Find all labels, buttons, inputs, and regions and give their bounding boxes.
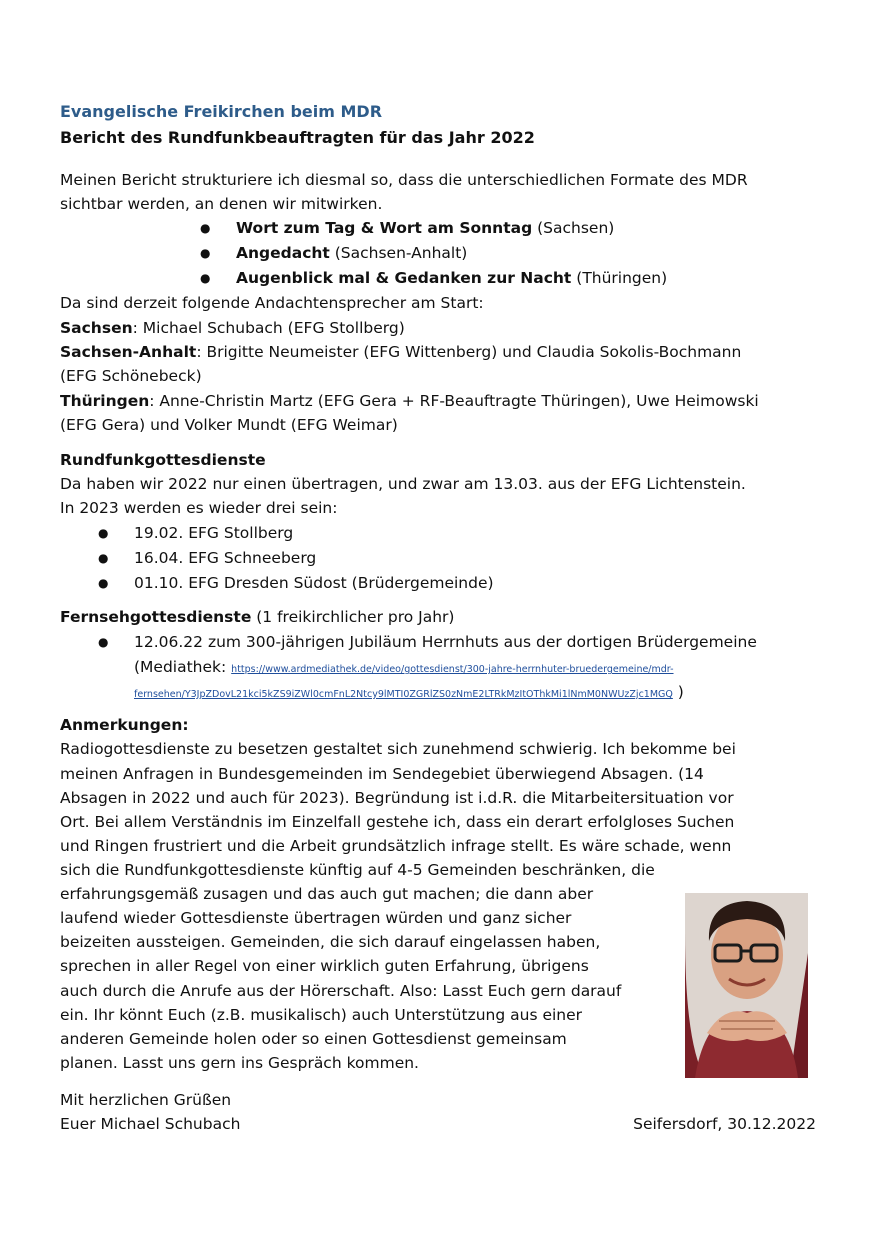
mediathek-link[interactable]: https://www.ardmediathek.de/video/gottesdienst/300-jahre-herrnhuter-bruedergemeine/mdr- [231, 664, 674, 675]
closing-place-date: Seifersdorf, 30.12.2022 [633, 1115, 816, 1133]
bullet-icon: ● [200, 271, 211, 285]
author-portrait-photo [685, 893, 808, 1078]
speakers-thueringen: Thüringen: Anne-Christin Martz (EFG Gera + RF-Beauftragte Thüringen), Uwe Heimowski [60, 392, 759, 410]
remarks-line: sprechen in aller Regel von einer wirklich guten Erfahrung, übrigens [60, 957, 589, 975]
speakers-intro: Da sind derzeit folgende Andachtensprecher am Start: [60, 294, 484, 312]
remarks-line: planen. Lasst uns gern ins Gespräch kommen. [60, 1054, 419, 1072]
remarks-line: sich die Rundfunkgottesdienste künftig auf 4-5 Gemeinden beschränken, die [60, 861, 655, 879]
format-item: Augenblick mal & Gedanken zur Nacht (Thüringen) [236, 269, 668, 287]
document-title: Evangelische Freikirchen beim MDR [60, 102, 383, 121]
intro-line: sichtbar werden, an denen wir mitwirken. [60, 195, 383, 213]
remarks-line: Ort. Bei allem Verständnis im Einzelfall gestehe ich, dass ein derart erfolgloses Suchen [60, 813, 735, 831]
remarks-line: und Ringen frustriert und die Arbeit grundsätzlich infrage stellt. Es wäre schade, wenn [60, 837, 732, 855]
intro-line: Meinen Bericht strukturiere ich diesmal so, dass die unterschiedlichen Formate des MDR [60, 171, 748, 189]
bullet-icon: ● [98, 526, 109, 540]
radio-date-item: 19.02. EFG Stollberg [134, 524, 294, 542]
radio-text: In 2023 werden es wieder drei sein: [60, 499, 338, 517]
mediathek-link[interactable]: fernsehen/Y3JpZDovL21kci5kZS9iZWl0cmFnL2Ntcy9lMTI0ZGRlZS0zNmE2LTRkMzItOThkMi1lNmM0NWUzZjc1MGQ [134, 689, 673, 700]
remarks-line: meinen Anfragen in Bundesgemeinden im Sendegebiet überwiegend Absagen. (14 [60, 765, 704, 783]
remarks-heading: Anmerkungen: [60, 716, 189, 734]
speakers-sachsen: Sachsen: Michael Schubach (EFG Stollberg) [60, 319, 405, 337]
portrait-illustration [685, 893, 808, 1078]
remarks-line: auch durch die Anrufe aus der Hörerschaft. Also: Lasst Euch gern darauf [60, 982, 622, 1000]
bullet-icon: ● [98, 551, 109, 565]
radio-date-item: 16.04. EFG Schneeberg [134, 549, 317, 567]
format-item: Wort zum Tag & Wort am Sonntag (Sachsen) [236, 219, 615, 237]
closing-greeting: Mit herzlichen Grüßen [60, 1091, 232, 1109]
remarks-line: erfahrungsgemäß zusagen und das auch gut machen; die dann aber [60, 885, 594, 903]
document-subtitle: Bericht des Rundfunkbeauftragten für das Jahr 2022 [60, 128, 535, 147]
remarks-line: Radiogottesdienste zu besetzen gestaltet sich zunehmend schwierig. Ich bekomme bei [60, 740, 736, 758]
closing-signature-row [60, 1112, 816, 1136]
tv-item-link-cont: fernsehen/Y3JpZDovL21kci5kZS9iZWl0cmFnL2Ntcy9lMTI0ZGRlZS0zNmE2LTRkMzItOThkMi1lNmM0NWUzZjc1MGQ ) [134, 683, 684, 701]
bullet-icon: ● [98, 576, 109, 590]
bullet-icon: ● [200, 221, 211, 235]
bullet-icon: ● [98, 635, 109, 649]
remarks-line: Absagen in 2022 und auch für 2023). Begründung ist i.d.R. die Mitarbeitersituation vor [60, 789, 734, 807]
tv-item-mediathek: (Mediathek: https://www.ardmediathek.de/video/gottesdienst/300-jahre-herrnhuter-bruedergemeine/mdr- [134, 658, 674, 676]
bullet-icon: ● [200, 246, 211, 260]
closing-name: Euer Michael Schubach [60, 1115, 241, 1133]
speakers-anhalt-cont: (EFG Schönebeck) [60, 367, 202, 385]
speakers-thueringen-cont: (EFG Gera) und Volker Mundt (EFG Weimar) [60, 416, 398, 434]
remarks-line: anderen Gemeinde holen oder so einen Gottesdienst gemeinsam [60, 1030, 567, 1048]
remarks-line: ein. Ihr könnt Euch (z.B. musikalisch) auch Unterstützung aus einer [60, 1006, 583, 1024]
remarks-line: beizeiten aussteigen. Gemeinden, die sich darauf eingelassen haben, [60, 933, 601, 951]
tv-heading: Fernsehgottesdienste (1 freikirchlicher pro Jahr) [60, 608, 455, 626]
radio-text: Da haben wir 2022 nur einen übertragen, und zwar am 13.03. aus der EFG Lichtenstein. [60, 475, 746, 493]
radio-heading: Rundfunkgottesdienste [60, 451, 266, 469]
remarks-line: laufend wieder Gottesdienste übertragen würden und ganz sicher [60, 909, 572, 927]
tv-item: 12.06.22 zum 300-jährigen Jubiläum Herrnhuts aus der dortigen Brüdergemeine [134, 633, 757, 651]
speakers-anhalt: Sachsen-Anhalt: Brigitte Neumeister (EFG Wittenberg) und Claudia Sokolis-Bochmann [60, 343, 742, 361]
format-item: Angedacht (Sachsen-Anhalt) [236, 244, 468, 262]
radio-date-item: 01.10. EFG Dresden Südost (Brüdergemeinde) [134, 574, 494, 592]
